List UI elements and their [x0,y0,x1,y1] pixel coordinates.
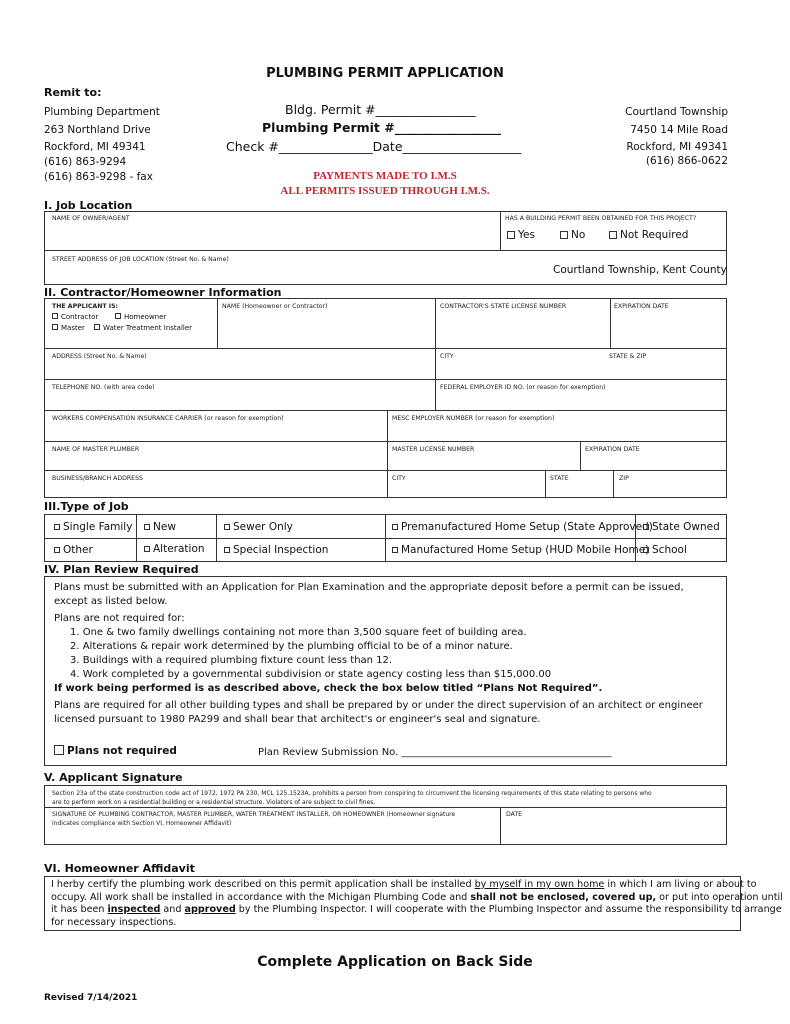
permit-option-not-required[interactable]: Not Required [609,229,688,241]
job-special-inspection[interactable]: Special Inspection [224,544,328,556]
not-required-checkbox[interactable] [609,231,617,239]
workers-comp-label: WORKERS COMPENSATION INSURANCE CARRIER (or reason for exemption) [52,415,284,422]
applicant-water-treatment[interactable]: Water Treatment Installer [94,324,192,332]
applicant-master[interactable]: Master [52,324,85,332]
job-state-owned[interactable]: State Owned [643,521,720,533]
job-sewer-only[interactable]: Sewer Only [224,521,293,533]
state-label: STATE [550,475,569,482]
mesc-label: MESC EMPLOYER NUMBER (or reason for exemption) [392,415,555,422]
permit-question: HAS A BUILDING PERMIT BEEN OBTAINED FOR THIS PROJECT? [505,215,697,222]
complete-back-side: Complete Application on Back Side [257,954,533,970]
water-treatment-checkbox[interactable] [94,324,100,330]
permits-notice: ALL PERMITS ISSUED THROUGH I.M.S. [280,185,490,197]
city2-label: CITY [392,475,406,482]
contractor-checkbox[interactable] [52,313,58,319]
business-label: BUSINESS/BRANCH ADDRESS [52,475,143,482]
plans-not-required-checkbox[interactable] [54,745,64,755]
date-label: DATE [506,811,523,818]
permit-option-no[interactable]: No [560,229,585,241]
sig-label-2: indicates compliance with Section VI, Homeowner Affidavit) [52,820,232,827]
homeowner-checkbox[interactable] [115,313,121,319]
applicant-label: THE APPLICANT IS: [52,303,118,310]
sig-label-1: SIGNATURE OF PLUMBING CONTRACTOR, MASTER PLUMBER, WATER TREATMENT INSTALLER, OR HOMEOWNER (Homeowner signature [52,811,456,818]
alteration-checkbox[interactable] [144,546,150,552]
contractor-heading: II. Contractor/Homeowner Information [44,286,282,299]
telephone-label: TELEPHONE NO. (with area code) [52,384,155,391]
state-zip-label: STATE & ZIP [609,353,647,360]
single-family-checkbox[interactable] [54,524,60,530]
new-checkbox[interactable] [144,524,150,530]
fein-label: FEDERAL EMPLOYER ID NO. (or reason for exemption) [440,384,606,391]
master-name-label: NAME OF MASTER PLUMBER [52,446,140,453]
bldg-permit-line: Bldg. Permit #________________ [285,102,476,117]
other-checkbox[interactable] [54,547,60,553]
left-address: Plumbing Department 263 Northland Drive Rockford, MI 49341 [44,106,160,153]
plans-not-required[interactable]: Plans not required [54,745,177,757]
job-alteration[interactable]: Alteration [144,543,205,555]
sewer-only-checkbox[interactable] [224,524,230,530]
master-license-label: MASTER LICENSE NUMBER [392,446,475,453]
revised-date: Revised 7/14/2021 [44,993,138,1003]
zip-label: ZIP [619,475,629,482]
owner-label: NAME OF OWNER/AGENT [52,215,130,222]
applicant-contractor[interactable]: Contractor [52,313,98,321]
signature-heading: V. Applicant Signature [44,771,183,784]
legal-text-2: are to perform work on a residential building or a residential structure. Violators of are subject to civil fines. [52,799,376,806]
affidavit-text: I herby certify the plumbing work described on this permit application shall be installed by myself in my own home in which I am living or about to occupy. All work shall be installed in accordance with the Michigan Plumbing Code and shall not be enclosed, covered up, or put into operation until it has been inspected and approved by the Plumbing Inspector. I will cooperate with the Plumbing Inspector and assume the responsibility to arrange for necessary inspections. [51,879,783,928]
affidavit-heading: VI. Homeowner Affidavit [44,862,195,875]
remit-label: Remit to: [44,86,102,99]
job-premanufactured[interactable]: Premanufactured Home Setup (State Approved) [392,521,653,533]
master-checkbox[interactable] [52,324,58,330]
permit-option-yes[interactable]: Yes [507,229,535,241]
license-label: CONTRACTOR'S STATE LICENSE NUMBER [440,303,567,310]
type-of-job-heading: III.Type of Job [44,500,129,513]
job-single-family[interactable]: Single Family [54,521,132,533]
township-text: Courtland Township, Kent County [553,264,727,276]
job-location-heading: I. Job Location [44,199,133,212]
check-date-line: Check #_______________Date___________________ [226,139,522,154]
city-label: CITY [440,353,454,360]
premanufactured-checkbox[interactable] [392,524,398,530]
right-address: Courtland Township 7450 14 Mile Road Rockford, MI 49341 [625,106,728,153]
manufactured-checkbox[interactable] [392,547,398,553]
street-label: STREET ADDRESS OF JOB LOCATION (Street No. & Name) [52,256,229,263]
job-manufactured[interactable]: Manufactured Home Setup (HUD Mobile Home) [392,544,649,556]
plan-review-text: Plans must be submitted with an Application for Plan Examination and the appropriate deposit before a permit can be issued, except as listed below. Plans are not required for: 1. One & two family dwellings containing not more than 3,500 square feet of building area. 2. Alterations & repair work determined by the plumbing official to be of a minor nature. 3. Buildings with a required plumbing fixture count less than 12. 4. Work completed by a governmental subdivision or state agency costing less than $15,000.00 If work being performed is as described above, check the box below titled “Plans Not Required”. Plans are required for all other building types and shall be prepared by or under the direct supervision of an architect or engineer licensed pursuant to 1980 PA299 and shall bear that architect's or engineer's seal and signature. [54,582,703,725]
left-phones: (616) 863-9294 (616) 863-9298 - fax [44,156,153,183]
special-inspection-checkbox[interactable] [224,547,230,553]
address-label: ADDRESS (Street No. & Name) [52,353,147,360]
plumbing-permit-line: Plumbing Permit #_________________ [262,120,501,135]
plan-submission-line: Plan Review Submission No. __________________________________________ [258,747,612,758]
yes-checkbox[interactable] [507,231,515,239]
payments-notice: PAYMENTS MADE TO I.M.S [313,170,457,182]
expiration-label: EXPIRATION DATE [614,303,669,310]
job-new[interactable]: New [144,521,176,533]
applicant-homeowner[interactable]: Homeowner [115,313,166,321]
right-phone: (616) 866-0622 [645,155,728,167]
job-other[interactable]: Other [54,544,93,556]
name-label: NAME (Homeowner or Contractor) [222,303,328,310]
page-title: PLUMBING PERMIT APPLICATION [266,66,504,81]
master-exp-label: EXPIRATION DATE [585,446,640,453]
no-checkbox[interactable] [560,231,568,239]
legal-text-1: Section 23a of the state construction code act of 1972, 1972 PA 230, MCL 125.1523A, prohibits a person from conspiring to circumvent the licensing requirements of this state relating to persons who [52,790,652,797]
plan-review-heading: IV. Plan Review Required [44,563,199,576]
state-owned-checkbox[interactable] [643,524,649,530]
school-checkbox[interactable] [643,547,649,553]
job-school[interactable]: School [643,544,687,556]
